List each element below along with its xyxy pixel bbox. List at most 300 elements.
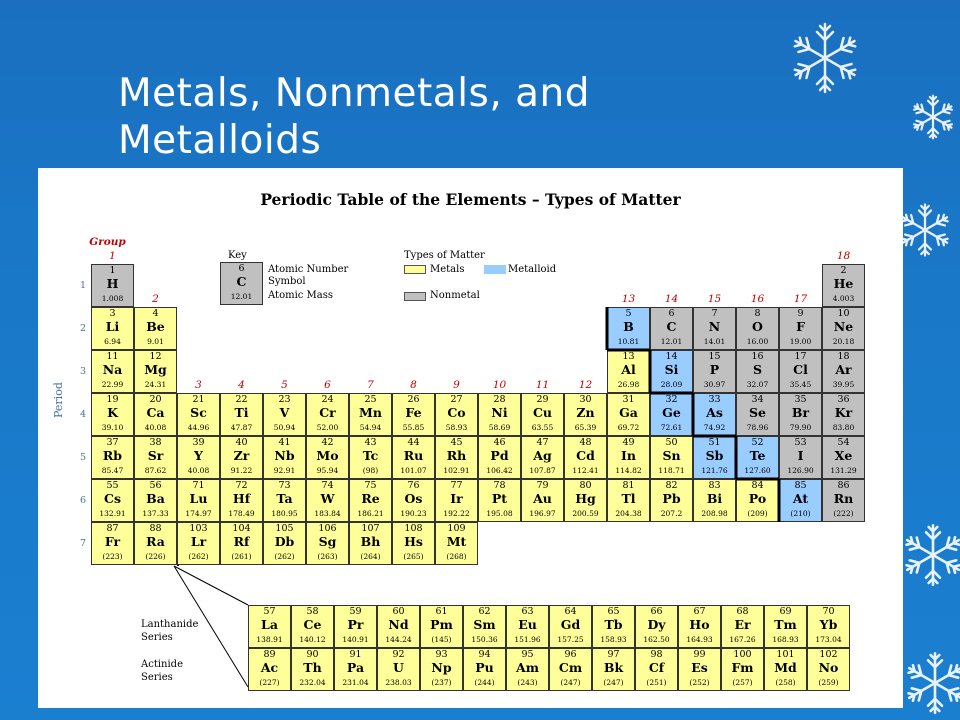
element-atomic-mass: (244)	[474, 678, 495, 687]
element-atomic-mass: 54.94	[359, 423, 382, 432]
element-atomic-number: 72	[235, 480, 248, 491]
element-atomic-number: 95	[521, 649, 534, 660]
element-symbol: Ta	[276, 491, 293, 506]
element-atomic-mass: 35.45	[789, 380, 812, 389]
element-symbol: Sc	[190, 405, 207, 420]
key-atomic-mass: 12.01	[230, 292, 253, 301]
element-symbol: Mt	[446, 534, 467, 549]
element-atomic-mass: 101.07	[400, 466, 427, 475]
element-symbol: Mo	[316, 448, 339, 463]
element-atomic-mass: 183.84	[314, 509, 341, 518]
element-atomic-number: 76	[407, 480, 420, 491]
element-atomic-number: 8	[754, 308, 761, 319]
element-atomic-number: 33	[708, 394, 721, 405]
element-atomic-mass: 87.62	[144, 466, 167, 475]
element-atomic-number: 65	[607, 606, 620, 617]
element-atomic-mass: 196.97	[529, 509, 556, 518]
element-atomic-mass: 14.01	[703, 337, 726, 346]
slide-title: Metals, Nonmetals, and Metalloids	[118, 71, 591, 163]
element-atomic-mass: 83.80	[832, 423, 855, 432]
element-atomic-mass: 10.81	[617, 337, 640, 346]
element-atomic-mass: 65.39	[574, 423, 597, 432]
group-number: 3	[195, 379, 202, 391]
element-atomic-number: 47	[536, 437, 549, 448]
element-atomic-number: 26	[407, 394, 420, 405]
element-atomic-number: 28	[493, 394, 506, 405]
element-atomic-mass: 63.55	[531, 423, 554, 432]
element-atomic-mass: (243)	[517, 678, 538, 687]
element-symbol: Li	[105, 319, 120, 334]
element-atomic-number: 51	[708, 437, 721, 448]
element-atomic-mass: 192.22	[443, 509, 470, 518]
element-atomic-mass: 140.12	[299, 635, 326, 644]
periodic-table-title: Periodic Table of the Elements – Types of Matter	[260, 190, 681, 209]
element-atomic-number: 70	[822, 606, 835, 617]
element-symbol: Be	[146, 319, 165, 334]
element-atomic-number: 30	[579, 394, 592, 405]
element-symbol: Rh	[446, 448, 467, 463]
element-symbol: Hf	[232, 491, 251, 506]
element-symbol: Bh	[360, 534, 381, 549]
period-number: 7	[80, 538, 87, 549]
element-atomic-mass: 24.31	[144, 380, 167, 389]
group-number: 18	[836, 250, 851, 262]
element-atomic-mass: (98)	[362, 466, 379, 475]
element-symbol: Cl	[793, 362, 808, 377]
element-atomic-mass: 144.24	[385, 635, 412, 644]
element-symbol: S	[752, 362, 763, 377]
element-symbol: Lr	[190, 534, 207, 549]
element-symbol: He	[833, 276, 854, 291]
element-atomic-mass: 186.21	[357, 509, 384, 518]
snowflake-icon	[895, 200, 955, 260]
element-atomic-mass: (251)	[646, 678, 667, 687]
element-symbol: Pd	[490, 448, 509, 463]
element-symbol: Fe	[405, 405, 422, 420]
group-number: 1	[109, 250, 116, 262]
element-atomic-mass: 72.61	[660, 423, 683, 432]
element-symbol: Tc	[362, 448, 379, 463]
element-atomic-mass: 180.95	[271, 509, 298, 518]
element-atomic-mass: 195.08	[486, 509, 513, 518]
element-symbol: Pb	[662, 491, 681, 506]
element-atomic-number: 41	[278, 437, 291, 448]
periodic-table	[38, 168, 903, 708]
element-atomic-number: 17	[794, 351, 807, 362]
element-atomic-number: 23	[278, 394, 291, 405]
element-symbol: H	[106, 276, 119, 291]
metalloid-staircase-line	[38, 168, 903, 708]
element-atomic-number: 68	[736, 606, 749, 617]
element-symbol: Db	[274, 534, 295, 549]
element-symbol: Cf	[648, 660, 665, 675]
nonmetal-legend-label: Nonmetal	[430, 290, 480, 301]
element-atomic-mass: 47.87	[230, 423, 253, 432]
element-atomic-number: 4	[152, 308, 159, 319]
element-atomic-number: 85	[794, 480, 807, 491]
element-atomic-mass: (261)	[231, 552, 252, 561]
element-symbol: La	[261, 617, 278, 632]
element-atomic-number: 16	[751, 351, 764, 362]
element-symbol: Ar	[835, 362, 852, 377]
element-atomic-number: 79	[536, 480, 549, 491]
element-symbol: Ag	[533, 448, 552, 463]
element-symbol: Dy	[647, 617, 666, 632]
element-atomic-number: 96	[564, 649, 577, 660]
element-atomic-mass: (262)	[188, 552, 209, 561]
element-atomic-mass: 1.008	[101, 294, 124, 303]
element-atomic-mass: (222)	[833, 509, 854, 518]
element-atomic-mass: (257)	[732, 678, 753, 687]
element-atomic-number: 100	[733, 649, 752, 660]
element-atomic-mass: 12.01	[660, 337, 683, 346]
group-number: 7	[367, 379, 374, 391]
element-atomic-number: 105	[275, 523, 294, 534]
element-symbol: Al	[621, 362, 636, 377]
element-symbol: No	[818, 660, 839, 675]
element-atomic-number: 101	[776, 649, 795, 660]
element-atomic-mass: (247)	[560, 678, 581, 687]
element-atomic-mass: 151.96	[514, 635, 541, 644]
element-atomic-mass: 157.25	[557, 635, 584, 644]
key-title: Key	[228, 250, 247, 261]
element-atomic-mass: 91.22	[230, 466, 253, 475]
element-atomic-number: 80	[579, 480, 592, 491]
element-atomic-number: 31	[622, 394, 635, 405]
element-symbol: Es	[691, 660, 708, 675]
element-symbol: Fr	[104, 534, 121, 549]
element-atomic-mass: 4.003	[832, 294, 855, 303]
snowflake-icon	[900, 648, 960, 718]
element-atomic-number: 71	[192, 480, 205, 491]
element-atomic-number: 98	[650, 649, 663, 660]
element-atomic-mass: (227)	[259, 678, 280, 687]
element-atomic-number: 12	[149, 351, 162, 362]
element-atomic-mass: 131.29	[830, 466, 857, 475]
element-atomic-mass: 39.95	[832, 380, 855, 389]
element-symbol: Tl	[621, 491, 636, 506]
element-symbol: Rn	[833, 491, 854, 506]
element-symbol: Pt	[491, 491, 508, 506]
element-atomic-mass: 126.90	[787, 466, 814, 475]
element-symbol: At	[792, 491, 809, 506]
element-symbol: Ho	[689, 617, 710, 632]
element-atomic-number: 15	[708, 351, 721, 362]
element-atomic-mass: 69.72	[617, 423, 640, 432]
element-atomic-mass: 137.33	[142, 509, 169, 518]
element-symbol: Pr	[347, 617, 364, 632]
snowflake-icon	[908, 92, 958, 142]
element-symbol: Pu	[475, 660, 494, 675]
element-atomic-number: 103	[189, 523, 208, 534]
group-number: 14	[664, 293, 679, 305]
element-atomic-number: 40	[235, 437, 248, 448]
element-atomic-mass: 50.94	[273, 423, 296, 432]
element-symbol: Eu	[518, 617, 537, 632]
element-symbol: Pm	[430, 617, 453, 632]
element-atomic-number: 109	[447, 523, 466, 534]
element-atomic-number: 74	[321, 480, 334, 491]
element-symbol: Er	[734, 617, 751, 632]
element-atomic-mass: 167.26	[729, 635, 756, 644]
period-number: 2	[80, 323, 87, 334]
element-symbol: Ac	[260, 660, 279, 675]
element-symbol: Yb	[819, 617, 838, 632]
element-atomic-mass: 9.01	[147, 337, 164, 346]
element-symbol: Nb	[274, 448, 295, 463]
element-symbol: Mg	[144, 362, 167, 377]
element-atomic-mass: 164.93	[686, 635, 713, 644]
element-atomic-mass: 52.00	[316, 423, 339, 432]
element-atomic-mass: 26.98	[617, 380, 640, 389]
element-atomic-mass: 114.82	[615, 466, 642, 475]
element-symbol: Lu	[189, 491, 208, 506]
element-atomic-number: 88	[149, 523, 162, 534]
element-atomic-number: 22	[235, 394, 248, 405]
element-atomic-number: 91	[349, 649, 362, 660]
group-number: 2	[152, 293, 159, 305]
element-atomic-mass: (247)	[603, 678, 624, 687]
element-atomic-mass: 204.38	[615, 509, 642, 518]
element-atomic-mass: (268)	[446, 552, 467, 561]
snowflake-icon	[898, 520, 960, 590]
element-atomic-number: 60	[392, 606, 405, 617]
element-atomic-number: 5	[625, 308, 632, 319]
element-symbol: Rb	[102, 448, 123, 463]
element-atomic-mass: 140.91	[342, 635, 369, 644]
element-atomic-mass: (264)	[360, 552, 381, 561]
element-symbol: Mn	[359, 405, 382, 420]
element-atomic-mass: 40.08	[144, 423, 167, 432]
element-atomic-number: 19	[106, 394, 119, 405]
element-symbol: Si	[664, 362, 679, 377]
element-atomic-mass: (258)	[775, 678, 796, 687]
element-symbol: Ru	[403, 448, 424, 463]
element-atomic-mass: 118.71	[658, 466, 685, 475]
element-atomic-number: 32	[665, 394, 678, 405]
element-symbol: Ne	[833, 319, 854, 334]
element-atomic-mass: 200.59	[572, 509, 599, 518]
element-symbol: Po	[748, 491, 767, 506]
element-symbol: B	[623, 319, 634, 334]
element-symbol: Au	[533, 491, 552, 506]
element-symbol: Ni	[491, 405, 508, 420]
element-atomic-number: 43	[364, 437, 377, 448]
element-atomic-number: 83	[708, 480, 721, 491]
element-atomic-mass: 138.91	[256, 635, 283, 644]
element-symbol: Rf	[233, 534, 250, 549]
element-symbol: Sm	[473, 617, 496, 632]
element-atomic-number: 7	[711, 308, 718, 319]
element-atomic-mass: 158.93	[600, 635, 627, 644]
element-atomic-number: 48	[579, 437, 592, 448]
element-atomic-number: 21	[192, 394, 205, 405]
element-atomic-mass: 168.93	[772, 635, 799, 644]
element-symbol: Cd	[576, 448, 595, 463]
element-atomic-number: 56	[149, 480, 162, 491]
element-symbol: Re	[361, 491, 380, 506]
element-atomic-number: 54	[837, 437, 850, 448]
element-atomic-number: 35	[794, 394, 807, 405]
group-number: 11	[535, 379, 550, 391]
element-atomic-mass: 78.96	[746, 423, 769, 432]
element-atomic-number: 36	[837, 394, 850, 405]
element-atomic-mass: 121.76	[701, 466, 728, 475]
element-symbol: Br	[791, 405, 810, 420]
element-atomic-mass: 132.91	[99, 509, 126, 518]
element-symbol: Md	[774, 660, 797, 675]
element-symbol: Se	[749, 405, 766, 420]
group-label: Group	[89, 236, 126, 248]
element-symbol: Co	[447, 405, 466, 420]
element-atomic-mass: 95.94	[316, 466, 339, 475]
element-symbol: Bk	[603, 660, 624, 675]
element-atomic-mass: 39.10	[101, 423, 124, 432]
element-atomic-number: 11	[106, 351, 119, 362]
element-atomic-number: 97	[607, 649, 620, 660]
element-atomic-number: 2	[840, 265, 847, 276]
element-atomic-number: 99	[693, 649, 706, 660]
group-number: 15	[707, 293, 722, 305]
group-number: 10	[492, 379, 507, 391]
element-atomic-number: 87	[106, 523, 119, 534]
element-atomic-mass: (262)	[274, 552, 295, 561]
element-symbol: In	[621, 448, 636, 463]
element-atomic-number: 106	[318, 523, 337, 534]
element-symbol: Sb	[705, 448, 724, 463]
element-atomic-number: 10	[837, 308, 850, 319]
element-symbol: Ra	[146, 534, 165, 549]
element-atomic-number: 25	[364, 394, 377, 405]
element-symbol: W	[320, 491, 335, 506]
element-atomic-mass: 20.18	[832, 337, 855, 346]
element-symbol: Cr	[319, 405, 336, 420]
element-symbol: Cu	[532, 405, 553, 420]
period-number: 5	[80, 452, 87, 463]
element-atomic-number: 94	[478, 649, 491, 660]
element-atomic-number: 104	[232, 523, 251, 534]
element-atomic-mass: (223)	[102, 552, 123, 561]
element-atomic-mass: 127.60	[744, 466, 771, 475]
snowflake-icon	[785, 18, 865, 98]
element-atomic-number: 49	[622, 437, 635, 448]
element-symbol: As	[706, 405, 723, 420]
element-atomic-number: 45	[450, 437, 463, 448]
element-symbol: Ba	[146, 491, 165, 506]
element-atomic-number: 107	[361, 523, 380, 534]
element-atomic-number: 78	[493, 480, 506, 491]
element-atomic-number: 66	[650, 606, 663, 617]
element-atomic-number: 63	[521, 606, 534, 617]
element-atomic-number: 86	[837, 480, 850, 491]
element-atomic-number: 81	[622, 480, 635, 491]
element-atomic-number: 24	[321, 394, 334, 405]
element-atomic-number: 3	[109, 308, 116, 319]
element-atomic-mass: 44.96	[187, 423, 210, 432]
element-symbol: Ca	[146, 405, 165, 420]
group-number: 12	[578, 379, 593, 391]
element-atomic-mass: 19.00	[789, 337, 812, 346]
period-number: 1	[80, 280, 87, 291]
element-symbol: F	[796, 319, 805, 334]
element-atomic-mass: 22.99	[101, 380, 124, 389]
element-atomic-number: 57	[263, 606, 276, 617]
element-symbol: Pa	[346, 660, 365, 675]
element-atomic-number: 67	[693, 606, 706, 617]
element-atomic-mass: 55.85	[402, 423, 425, 432]
group-number: 6	[324, 379, 331, 391]
element-atomic-mass: 32.07	[746, 380, 769, 389]
element-symbol: Te	[749, 448, 766, 463]
element-atomic-mass: 112.41	[572, 466, 599, 475]
group-number: 8	[410, 379, 417, 391]
element-symbol: Ge	[662, 405, 681, 420]
element-atomic-number: 92	[392, 649, 405, 660]
element-symbol: Np	[431, 660, 452, 675]
element-atomic-number: 13	[622, 351, 635, 362]
element-atomic-number: 29	[536, 394, 549, 405]
element-atomic-mass: 106.42	[486, 466, 513, 475]
element-symbol: Tb	[604, 617, 623, 632]
element-atomic-number: 82	[665, 480, 678, 491]
element-symbol: C	[666, 319, 677, 334]
element-atomic-mass: 30.97	[703, 380, 726, 389]
group-number: 13	[621, 293, 636, 305]
actinide-series-label: Actinide Series	[141, 659, 183, 683]
group-number: 9	[453, 379, 460, 391]
metalloid-legend-label: Metalloid	[508, 264, 557, 275]
element-atomic-mass: 174.97	[185, 509, 212, 518]
element-symbol: V	[279, 405, 290, 420]
element-atomic-mass: (209)	[747, 509, 768, 518]
element-atomic-mass: 232.04	[299, 678, 326, 687]
element-atomic-number: 73	[278, 480, 291, 491]
element-atomic-number: 93	[435, 649, 448, 660]
element-symbol: O	[752, 319, 763, 334]
element-symbol: K	[107, 405, 118, 420]
period-number: 3	[80, 366, 87, 377]
element-atomic-mass: 79.90	[789, 423, 812, 432]
element-symbol: Ti	[234, 405, 249, 420]
element-atomic-mass: (259)	[818, 678, 839, 687]
element-atomic-number: 77	[450, 480, 463, 491]
metals-legend-label: Metals	[430, 264, 465, 275]
element-atomic-number: 59	[349, 606, 362, 617]
element-atomic-mass: 102.91	[443, 466, 470, 475]
element-atomic-mass: 6.94	[104, 337, 121, 346]
key-number-label: Atomic Number	[268, 264, 349, 275]
element-atomic-number: 90	[306, 649, 319, 660]
element-atomic-number: 38	[149, 437, 162, 448]
element-atomic-mass: 74.92	[703, 423, 726, 432]
element-atomic-mass: 58.69	[488, 423, 511, 432]
element-atomic-mass: (226)	[145, 552, 166, 561]
element-symbol: Sr	[147, 448, 164, 463]
element-symbol: I	[797, 448, 804, 463]
element-atomic-number: 55	[106, 480, 119, 491]
element-atomic-mass: (263)	[317, 552, 338, 561]
element-atomic-number: 89	[263, 649, 276, 660]
element-symbol: Sg	[318, 534, 337, 549]
element-atomic-number: 27	[450, 394, 463, 405]
element-atomic-number: 102	[819, 649, 838, 660]
element-atomic-mass: 162.50	[643, 635, 670, 644]
period-number: 6	[80, 495, 87, 506]
element-symbol: Zn	[576, 405, 595, 420]
element-atomic-number: 6	[668, 308, 675, 319]
element-atomic-mass: 190.23	[400, 509, 427, 518]
element-atomic-mass: 173.04	[815, 635, 842, 644]
